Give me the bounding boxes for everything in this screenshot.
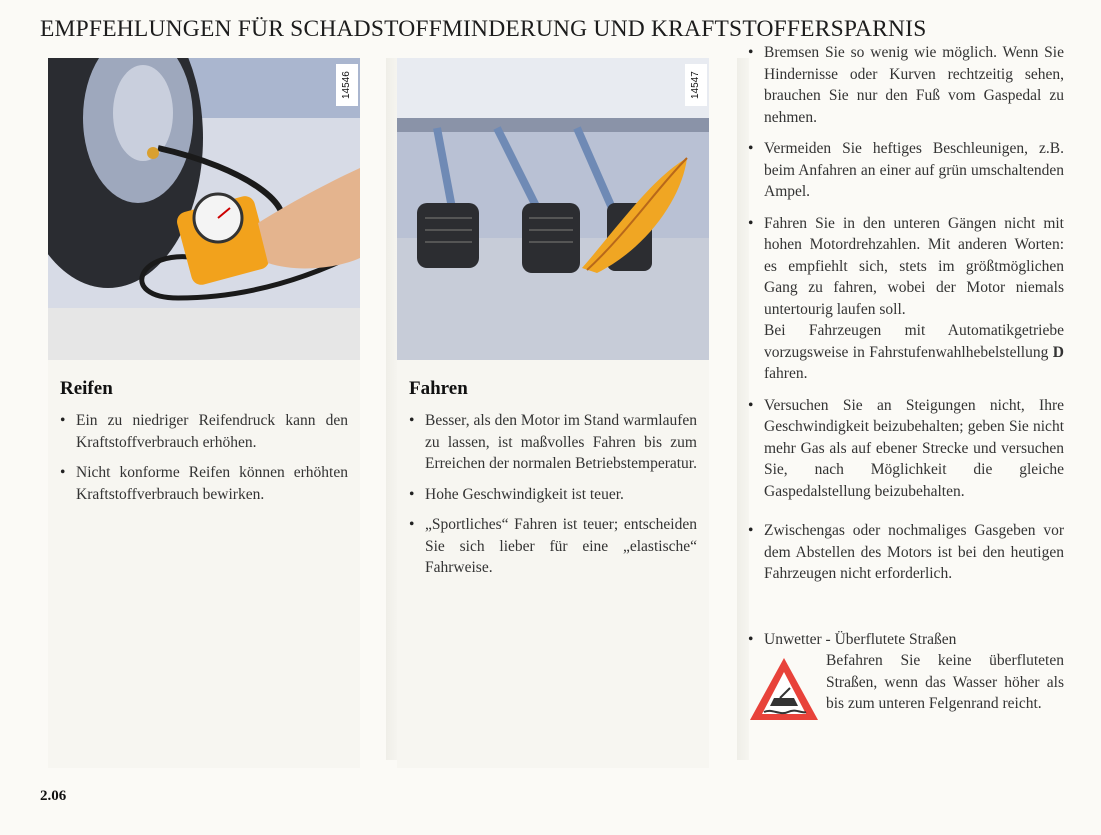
page-number: 2.06 — [40, 788, 67, 804]
column-tyres — [48, 58, 360, 768]
list-item — [748, 213, 1064, 385]
list-item: • Zwischengas oder nochmaliges Gasgeben vor dem Abstellen des Motors ist bei den heutigen Fahrzeugen nicht erforderlich. — [748, 520, 1064, 585]
list-item: • Besser, als den Motor im Stand warmlaufen zu lassen, ist maßvolles Fahren bis zum Erreichen der normalen Betriebstemperatur. — [409, 410, 697, 475]
storm-text: Befahren Sie keine überfluteten Straßen, wenn das Wasser höher als bis zum unteren Felgenrand reicht. — [826, 652, 1064, 712]
image-code: 14546 — [336, 64, 358, 106]
list-item: • Ein zu niedriger Reifendruck kann den Kraftstoffverbrauch erhöhen. — [60, 410, 348, 453]
list-item: • Nicht konforme Reifen können erhöhten Kraftstoffverbrauch bewirken. — [60, 462, 348, 505]
bullet-list — [748, 42, 1064, 585]
image-code: 14547 — [685, 64, 707, 106]
automatic-text-suffix: fahren. — [764, 365, 808, 382]
section-heading: Fahren — [409, 378, 468, 399]
tire-pressure-photo — [48, 58, 360, 360]
list-item: • Vermeiden Sie heftiges Beschleunigen, z.B. beim Anfahren an einer auf grün umschaltenden Ampel. — [748, 138, 1064, 203]
section-driving — [397, 360, 709, 768]
list-item: • „Sportliches“ Fahren ist teuer; entscheiden Sie sich lieber für eine „elastische“ Fahrweise. — [409, 514, 697, 579]
bullet-list — [60, 410, 348, 505]
column-driving — [397, 58, 709, 768]
bullet-list — [748, 629, 1064, 651]
bullet-list — [409, 410, 697, 579]
storm-heading: Unwetter - Überflutete Straßen — [764, 630, 957, 648]
section-heading: Reifen — [60, 378, 113, 399]
list-item: • Hohe Geschwindigkeit ist teuer. — [409, 484, 697, 506]
warning-triangle-icon — [748, 654, 820, 724]
list-item: • Versuchen Sie an Steigungen nicht, Ihre Geschwindigkeit beizubehalten; geben Sie nicht mehr Gas als auf ebener Strecke und versuchen Sie, nach Möglichkeit die gleiche Gaspedalstellung beizubehalten. — [748, 395, 1064, 503]
pedals-feather-photo — [397, 58, 709, 360]
storm-warning — [748, 629, 1064, 725]
page-title: EMPFEHLUNGEN FÜR SCHADSTOFFMINDERUNG UND KRAFTSTOFFERSPARNIS — [40, 16, 927, 42]
automatic-text: Bei Fahrzeugen mit Automatikgetriebe vorzugsweise in Fahrstufenwahlhebelstellung — [764, 322, 1064, 361]
section-tyres — [48, 360, 360, 768]
column-tips — [748, 42, 1064, 724]
list-item: • Bremsen Sie so wenig wie möglich. Wenn Sie Hindernisse oder Kurven rechtzeitig sehen, brauchen Sie nur den Fuß vom Gaspedal zu nehmen. — [748, 42, 1064, 128]
list-item — [748, 629, 1064, 651]
gear-position-d: D — [1052, 343, 1064, 361]
gear-text: Fahren Sie in den unteren Gängen nicht mit hohen Motordrehzahlen. Mit anderen Worten: es empfiehlt sich, stets im größtmöglichen Gang zu fahren, wobei der Motor niemals untertourig laufen soll. — [764, 214, 1064, 318]
